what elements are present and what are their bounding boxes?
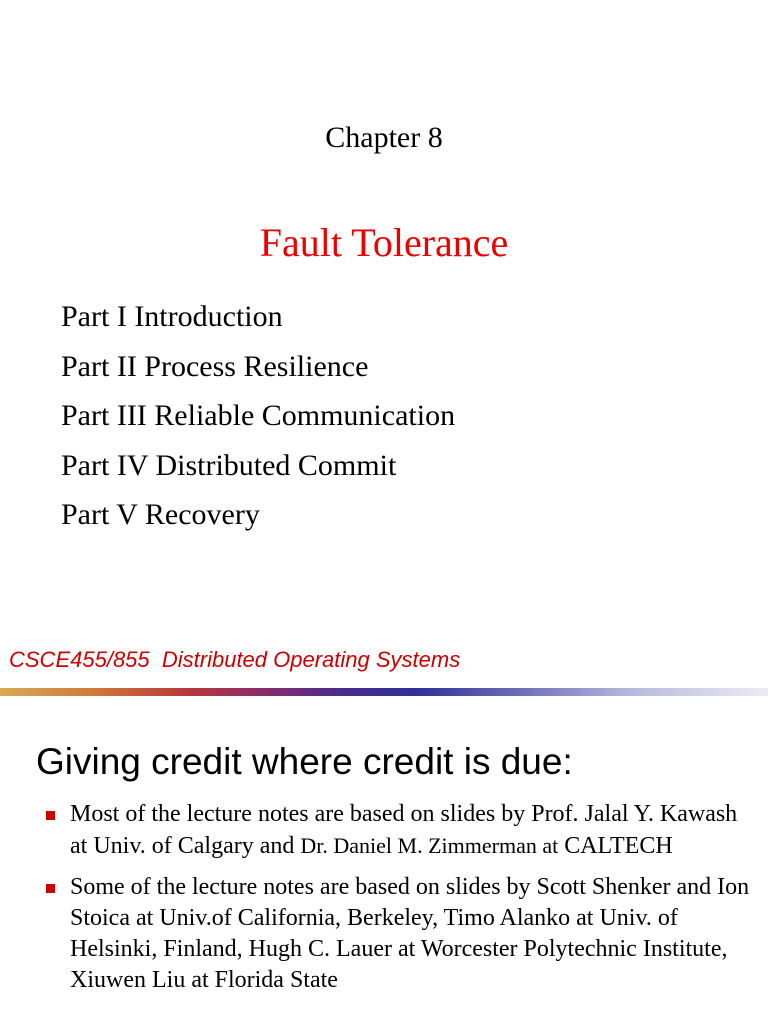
part-item: Part IV Distributed Commit [61, 448, 397, 482]
chapter-label: Chapter 8 [325, 121, 443, 154]
part-item: Part II Process Resilience [61, 349, 369, 383]
credits-heading: Giving credit where credit is due: [36, 741, 573, 782]
part-item: Part V Recovery [61, 498, 260, 531]
credit-item [46, 799, 758, 862]
part-item: Part III Reliable Communication [61, 399, 456, 432]
credits-list [46, 799, 758, 1006]
slide-title: Fault Tolerance [259, 220, 509, 265]
credit-text-tail: CALTECH [558, 833, 673, 859]
credit-item [46, 872, 758, 996]
course-footer: CSCE455/855 Distributed Operating Systems [9, 647, 461, 672]
gradient-divider [0, 688, 768, 696]
part-item: Part I Introduction [61, 300, 283, 333]
credit-text-small: Dr. Daniel M. Zimmerman at [300, 833, 559, 858]
credit-text: Some of the lecture notes are based on slides by Scott Shenker and Ion Stoica at Univ.of California, Berkeley, Timo Alanko at Univ. of Helsinki, Finland, Hugh C. Lauer at Worcester Polytechnic Institute, Xiuwen Liu at Florida State [70, 874, 750, 993]
credit-text: Most of the lecture notes are based on slides by Prof. Jalal Y. Kawash at Univ. of Calgary and [70, 801, 738, 859]
credits-slide [0, 700, 768, 1024]
square-bullet-icon [46, 811, 55, 820]
square-bullet-icon [46, 884, 55, 893]
parts-list [61, 295, 455, 543]
